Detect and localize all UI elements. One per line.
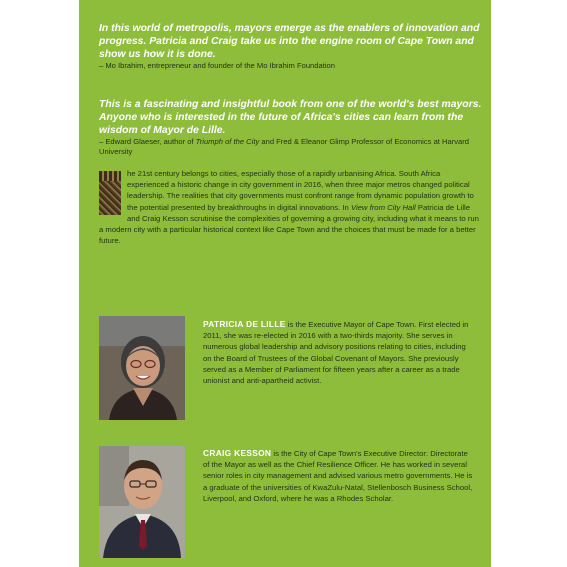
book-back-cover (79, 0, 491, 567)
intro-book-title: View from City Hall (350, 202, 416, 212)
intro-paragraph (99, 168, 484, 246)
intro-text-part2: Patricia de Lille and Craig Kesson scrutinise the complexities of governing a growing city, including what it means to run a modern city with a particular historical context like Cape Town and the choices that must be made for a better future. (99, 202, 479, 246)
portrait-woman-icon (99, 316, 185, 420)
author-photo-craig-kesson (99, 446, 185, 558)
portrait-man-icon (99, 446, 185, 558)
author-bio-craig-kesson (203, 448, 473, 504)
author-bio-text: is the City of Cape Town's Executive Director: Directorate of the Mayor as well as the Chief Resilience Officer. He has worked in several senior roles in city management and advised various metro governments. He is a graduate of the universities of KwaZulu-Natal, Stellenbosch Business School, Liverpool, and Oxford, where he was a Rhodes Scholar. (203, 449, 473, 503)
author-name: PATRICIA DE LILLE (203, 319, 286, 329)
attribution-suffix: and Fred & Eleanor Glimp Professor of Economics at Harvard University (99, 137, 470, 156)
author-bio-patricia-de-lille (203, 319, 473, 386)
quote-attribution (99, 137, 485, 157)
attribution-prefix: – Edward Glaeser, author of (99, 137, 196, 146)
attribution-book-title: Triumph of the City (195, 137, 260, 146)
author-name: CRAIG KESSON (203, 448, 272, 458)
intro-text-part1: he 21st century belongs to cities, especially those of a rapidly urbanising Africa. South Africa experienced a historic change in city government in 2016, when three major metros changed political leadership. The realities that city governments must confront range from dynamic population growth to the potential presented by breakthroughs in digital innovations. In (127, 169, 474, 212)
quote-mo-ibrahim (99, 22, 485, 71)
quote-text: This is a fascinating and insightful book from one of the world's best mayors. Anyone who is interested in the future of Africa's cities can learn from the wisdom of Mayor de Lille. (99, 99, 482, 136)
author-bio-text: is the Executive Mayor of Cape Town. First elected in 2011, she was re-elected in 2016 with a two-thirds majority. She serves in numerous global leadership and advisory positions relating to cities, including on the Board of Trustees of the Global Covenant of Mayors. She previously served as a Member of Parliament for fifteen years after a career as a trade unionist and anti-apartheid activist. (203, 320, 469, 386)
quote-text: In this world of metropolis, mayors emerge as the enablers of innovation and progress. Patricia and Craig take us into the engine room of Cape Town and show us how it is done. (99, 23, 480, 60)
author-photo-patricia-de-lille (99, 316, 185, 420)
quote-edward-glaeser (99, 98, 485, 157)
dropcap-letter-image (99, 171, 121, 215)
quote-attribution: – Mo Ibrahim, entrepreneur and founder of the Mo Ibrahim Foundation (99, 61, 335, 70)
